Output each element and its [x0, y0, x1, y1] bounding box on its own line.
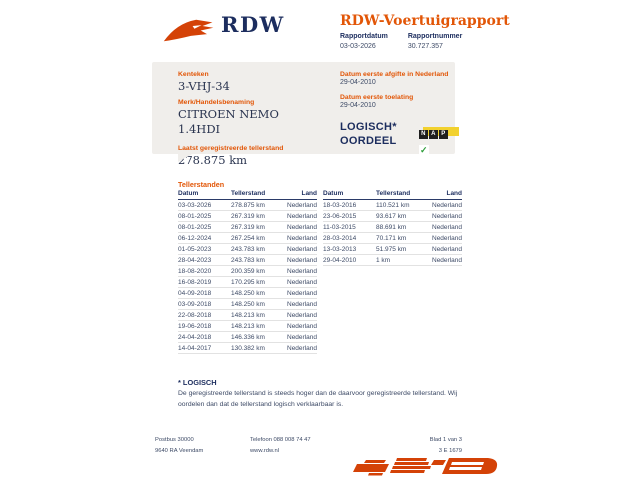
- row-tellerstand: 148.250 km: [231, 301, 265, 308]
- footnote-title: * LOGISCH: [178, 378, 217, 387]
- table-row: [178, 299, 317, 310]
- row-land: Nederland: [287, 257, 317, 264]
- footer-doc-code: 3 E 1679: [438, 447, 462, 454]
- tellerstanden-tables: [178, 190, 462, 354]
- row-tellerstand: 51.975 km: [376, 246, 407, 253]
- page-title: RDW-Voertuigrapport: [340, 13, 510, 29]
- row-tellerstand: 148.213 km: [231, 323, 265, 330]
- row-land: Nederland: [432, 224, 462, 231]
- row-tellerstand: 267.319 km: [231, 213, 265, 220]
- row-datum: 29-04-2010: [323, 257, 357, 264]
- merk-value-line1: CITROEN NEMO: [178, 107, 279, 122]
- row-tellerstand: 70.171 km: [376, 235, 407, 242]
- oordeel-text: [340, 120, 397, 149]
- table-row: [323, 222, 462, 233]
- nap-check-icon: ✓: [420, 145, 428, 155]
- nap-letter-n: N: [419, 130, 428, 139]
- row-land: Nederland: [287, 345, 317, 352]
- row-datum: 19-06-2018: [178, 323, 212, 330]
- oordeel-line1: LOGISCH*: [340, 121, 397, 133]
- rdw-logo: [162, 14, 285, 47]
- row-land: Nederland: [287, 202, 317, 209]
- oordeel-block: [340, 120, 452, 155]
- table-row: [178, 332, 317, 343]
- table-header: [323, 190, 462, 200]
- row-tellerstand: 110.521 km: [376, 202, 410, 209]
- vehicle-summary-panel: [152, 62, 455, 168]
- row-tellerstand: 200.359 km: [231, 268, 265, 275]
- row-datum: 08-01-2025: [178, 213, 212, 220]
- row-tellerstand: 148.213 km: [231, 312, 265, 319]
- row-land: Nederland: [432, 213, 462, 220]
- merk-value-line2: 1.4HDI: [178, 121, 221, 136]
- nap-letter-a: A: [429, 130, 438, 139]
- table-row: [323, 244, 462, 255]
- kenteken-label: Kenteken: [178, 71, 209, 78]
- footer-website-link[interactable]: www.rdw.nl: [250, 447, 279, 454]
- row-tellerstand: 130.382 km: [231, 345, 265, 352]
- table-row: [178, 255, 317, 266]
- kenteken-value: 3-VHJ-34: [178, 79, 230, 93]
- row-land: Nederland: [287, 279, 317, 286]
- row-land: Nederland: [287, 334, 317, 341]
- row-datum: 03-03-2026: [178, 202, 212, 209]
- row-land: Nederland: [432, 202, 462, 209]
- footer-page-indicator: Blad 1 van 3: [429, 437, 462, 443]
- column-header-tellerstand: Tellerstand: [376, 190, 411, 197]
- rapportdatum-value: 03-03-2026: [340, 43, 376, 50]
- row-tellerstand: 146.336 km: [231, 334, 265, 341]
- row-land: Nederland: [287, 246, 317, 253]
- footer-contact: [250, 438, 311, 455]
- row-land: Nederland: [432, 246, 462, 253]
- row-tellerstand: 148.250 km: [231, 290, 265, 297]
- row-land: Nederland: [432, 235, 462, 242]
- vehicle-summary-left: [178, 71, 328, 168]
- row-land: Nederland: [287, 224, 317, 231]
- tellerstanden-section-title: Tellerstanden: [178, 180, 225, 189]
- row-tellerstand: 88.691 km: [376, 224, 407, 231]
- row-datum: 23-06-2015: [323, 213, 357, 220]
- footer-address: [155, 438, 203, 455]
- row-tellerstand: 93.617 km: [376, 213, 407, 220]
- footer-phone: Telefoon 088 008 74 47: [250, 437, 311, 443]
- toelating-label: Datum eerste toelating: [340, 94, 414, 101]
- footer-stripes-graphic: [348, 452, 500, 478]
- footer-postbus: Postbus 30000: [155, 437, 194, 443]
- row-tellerstand: 170.295 km: [231, 279, 265, 286]
- oordeel-line2: OORDEEL: [340, 135, 397, 148]
- row-tellerstand: 267.254 km: [231, 235, 265, 242]
- row-datum: 18-08-2020: [178, 268, 212, 275]
- rapportdatum: [340, 33, 388, 50]
- column-header-tellerstand: Tellerstand: [231, 190, 266, 197]
- column-header-land: Land: [301, 190, 317, 197]
- row-datum: 06-12-2024: [178, 235, 212, 242]
- table-row: [323, 233, 462, 244]
- rapportdatum-label: Rapportdatum: [340, 33, 388, 40]
- table-header: [178, 190, 317, 200]
- row-land: Nederland: [287, 268, 317, 275]
- row-datum: 28-03-2014: [323, 235, 357, 242]
- table-row: [178, 310, 317, 321]
- table-row: [178, 277, 317, 288]
- table-row: [178, 211, 317, 222]
- table-row: [178, 222, 317, 233]
- row-datum: 28-04-2023: [178, 257, 212, 264]
- table-rows-left: [178, 200, 317, 354]
- row-land: Nederland: [287, 213, 317, 220]
- rapportnummer-value: 30.727.357: [407, 43, 443, 50]
- footer-city: 9640 RA Veendam: [155, 447, 204, 454]
- row-tellerstand: 243.783 km: [231, 257, 265, 264]
- row-datum: 16-08-2019: [178, 279, 212, 286]
- afgifte-label: Datum eerste afgifte in Nederland: [340, 71, 449, 78]
- row-land: Nederland: [287, 301, 317, 308]
- column-header-datum: Datum: [178, 190, 199, 197]
- laatste-tellerstand-label: Laatst geregistreerde tellerstand: [178, 145, 284, 153]
- row-datum: 03-09-2018: [178, 301, 212, 308]
- table-row: [323, 211, 462, 222]
- table-row: [178, 233, 317, 244]
- table-row: [178, 244, 317, 255]
- row-datum: 13-03-2013: [323, 246, 357, 253]
- nap-logo: [419, 122, 452, 155]
- table-row: [178, 321, 317, 332]
- table-row: [323, 255, 462, 266]
- column-header-datum: Datum: [323, 190, 344, 197]
- toelating-value: 29-04-2010: [340, 102, 376, 109]
- rdw-logo-text: RDW: [221, 12, 285, 37]
- report-meta: [340, 33, 462, 50]
- row-datum: 24-04-2018: [178, 334, 212, 341]
- tellerstanden-table-right: [323, 190, 462, 354]
- rapportnummer: [408, 33, 462, 50]
- row-land: Nederland: [287, 323, 317, 330]
- row-tellerstand: 243.783 km: [231, 246, 265, 253]
- row-datum: 04-09-2018: [178, 290, 212, 297]
- row-datum: 22-08-2018: [178, 312, 212, 319]
- rdw-bird-icon: [162, 14, 216, 47]
- row-land: Nederland: [432, 257, 462, 264]
- tellerstanden-table-left: [178, 190, 317, 354]
- row-datum: 11-03-2015: [323, 224, 356, 231]
- afgifte-value: 29-04-2010: [340, 79, 376, 86]
- row-datum: 14-04-2017: [178, 345, 212, 352]
- merk-label: Merk/Handelsbenaming: [178, 99, 255, 107]
- column-header-land: Land: [446, 190, 462, 197]
- row-land: Nederland: [287, 235, 317, 242]
- logisch-footnote: [178, 378, 458, 410]
- row-datum: 08-01-2025: [178, 224, 212, 231]
- row-land: Nederland: [287, 290, 317, 297]
- row-tellerstand: 267.319 km: [231, 224, 265, 231]
- row-datum: 01-05-2023: [178, 246, 212, 253]
- footnote-text: De geregistreerde tellerstand is steeds hoger dan de daarvoor geregistreerde tellerstand. Wij oordelen dan dat de tellerstand logisch verklaarbaar is.: [178, 390, 458, 408]
- row-tellerstand: 278.875 km: [231, 202, 265, 209]
- table-rows-right: [323, 200, 462, 266]
- table-row: [178, 288, 317, 299]
- vehicle-summary-right: [340, 71, 452, 155]
- table-row: [323, 200, 462, 211]
- rapportnummer-label: Rapportnummer: [407, 33, 463, 40]
- row-datum: 18-03-2016: [323, 202, 357, 209]
- row-tellerstand: 1 km: [376, 257, 391, 264]
- table-row: [178, 200, 317, 211]
- row-land: Nederland: [287, 312, 317, 319]
- table-row: [178, 266, 317, 277]
- laatste-tellerstand-value: 278.875 km: [178, 153, 248, 168]
- table-row: [178, 343, 317, 354]
- nap-letter-p: P: [439, 130, 448, 139]
